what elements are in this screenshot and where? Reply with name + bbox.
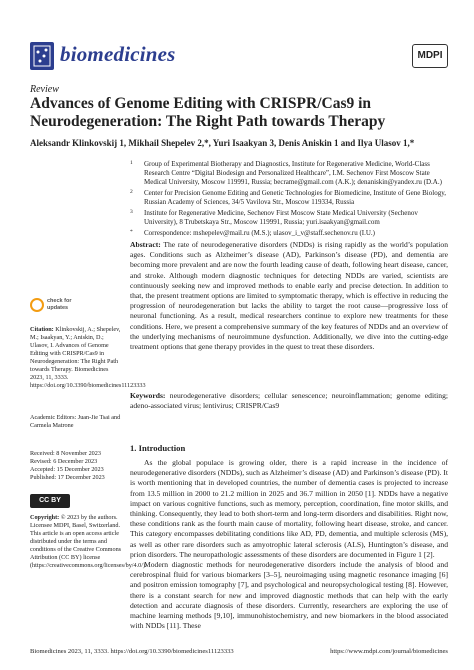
mdpi-logo[interactable]: MDPI — [412, 44, 448, 68]
abstract-label: Abstract: — [130, 240, 161, 249]
copyright-text: © 2023 by the authors. Licensee MDPI, Basel, Switzerland. This article is an open access article distributed under the terms and conditions of the Creative Commons Attribution (CC BY) license (https://creativecommons.org/licenses/by/4.0/). — [30, 514, 147, 569]
citation-text[interactable]: Klinkovskij, A.; Shepelev, M.; Isaakyan, Y.; Aniskin, D.; Ulasov, I. Advances of Genome Editing with CRISPR/Cas9 in Neurodegeneration: The Right Path towards Therapy. Biomedicines 2023, 11, 3333. https://doi.org/10.3390/biomedicines11123333 — [30, 326, 146, 389]
author-list: Aleksandr Klinkovskij 1, Mikhail Shepelev 2,*, Yuri Isaakyan 3, Denis Aniskin 1 and Ilya Ulasov 1,* — [30, 138, 415, 148]
affiliation-number: 2 — [130, 189, 133, 195]
citation-label: Citation: — [30, 326, 54, 333]
affiliation-item — [130, 189, 450, 207]
published-date: Published: 17 December 2023 — [30, 474, 105, 481]
keywords-text: neurodegenerative disorders; cellular senescence; neuroinflammation; genome editing; adeno-associated virus; lentivirus; CRISPR/Cas9 — [130, 391, 448, 411]
abstract-text: The rate of neurodegenerative disorders (NDDs) is rising rapidly as the world’s population ages. Conditions such as Alzheimer’s disease (AD), Parkinson’s disease (PD), and dementia are becoming more prevalent and are now the fourth leading cause of death, following heart disease, cancer, and stroke. Although modern diagnostic techniques for detecting NDDs are varied, scientists are continuously seeking new and improved methods to enable early and precise detection. In addition to that, the present treatment options are limited to symptomatic therapy, which is effective in reducing the progression of neurodegeneration but lacks the ability to target the root cause—progressive loss of neuronal functioning. As a result, medical researchers continue to explore new treatments for these conditions. Here, we present a comprehensive summary of the key features of NDDs and an overview of the underlying mechanisms of neuroimmune dysfunction. Additionally, we dive into the cutting-edge treatment options that gene therapy provides in the quest to treat these disorders. — [130, 240, 448, 352]
check-for-updates-button[interactable] — [30, 298, 72, 320]
revised-date: Revised: 6 December 2023 — [30, 458, 98, 465]
cc-by-license-icon[interactable]: CC BY — [30, 494, 70, 508]
affiliation-number: 1 — [130, 160, 133, 166]
affiliation-item — [130, 160, 450, 187]
affiliation-item — [130, 209, 450, 227]
introduction-body — [130, 458, 448, 631]
affiliation-text: Group of Experimental Biotherapy and Diagnostics, Institute for Regenerative Medicine, World-Class Research Centre “Digital Biodesign and Personalized Healthcare”, I.M. Sechenov First Moscow State Medical University, Moscow 119991, Russia; becrame@gmail.com (A.K.); denaniskin@yandex.ru (D.A.) — [144, 160, 442, 186]
keywords — [130, 391, 448, 411]
article-title: Advances of Genome Editing with CRISPR/Cas9 in Neurodegeneration: The Right Path towards Therapy — [30, 95, 386, 130]
affiliation-text: Center for Precision Genome Editing and Genetic Technologies for Biomedicine, Institute of Gene Biology, Russian Academy of Sciences, 34/5 Vavilova Str., Moscow 119334, Russia — [144, 189, 446, 206]
editors-names: Juan-Jie Tsai and Carmela Matrone — [30, 414, 121, 429]
keywords-label: Keywords: — [130, 391, 166, 400]
intro-paragraph: As the global populace is growing older, there is a rapid increase in the incidence of neurodegenerative disorders (NDDs), such as Alzheimer’s disease (AD) and Parkinson’s disease (PD). It is worth mentioning that in developed countries, the number of dementia cases is projected to increase from 13.5 million in 2000 to 21.2 million in 2025 and 36.7 million in 2050 [1]. NDDs have a negative impact on various cognitive functions, such as memory, perception, coordination, fine motor skills, and thinking. Consequently, they lead to both short-term and long-term disorders and disabilities. Right now, these conditions rank as the fourth main cause of mortality, following heart disease, stroke, and cancer. This category encompasses debilitating conditions like AD, PD, dementia, and multiple sclerosis (MS), as well as other rare disorders such as amyotrophic lateral sclerosis (ALS), Huntington’s disease, and prion disorders. The neuropathologic assessments of these disorders are documented in Figure 1 [2]. — [130, 458, 448, 559]
journal-logo-icon — [30, 42, 54, 70]
footer-citation[interactable]: Biomedicines 2023, 11, 3333. https://doi.org/10.3390/biomedicines11123333 — [30, 648, 234, 655]
copyright-label: Copyright: — [30, 514, 60, 521]
check-updates-icon — [30, 298, 44, 312]
intro-paragraph: Modern diagnostic methods for neurodegenerative disorders include the analysis of blood and cerebrospinal fluid for various biomarkers [3–5], neuroimaging using magnetic resonance imaging [6] and positron emission tomography [7], and psychological and neuropsychological testing [8]. However, there is a constant search for new and improved diagnostic methods that can help with the early detection and accurate diagnosis of these disorders. Currently, researchers are exploring the use of machine learning methods [9,10], immunohistochemistry, and new biomarkers in the blood associated with NDDs [11]. These — [130, 560, 448, 631]
editors-label: Academic Editors: — [30, 414, 77, 421]
affiliation-text: Institute for Regenerative Medicine, Sechenov First Moscow State Medical University (Sechenov University), 8 Trubetskaya Str., Moscow 119991, Russia; yuri.isaakyan@gmail.com — [144, 209, 418, 226]
check-updates-label: check for updates — [47, 298, 72, 311]
accepted-date: Accepted: 15 December 2023 — [30, 466, 104, 473]
journal-name[interactable]: biomedicines — [60, 42, 176, 66]
academic-editors — [30, 414, 122, 430]
citation — [30, 326, 146, 390]
correspondence — [130, 229, 450, 238]
affiliation-number: 3 — [130, 209, 133, 215]
footer-journal-link[interactable]: https://www.mdpi.com/journal/biomedicines — [330, 648, 448, 655]
dates — [30, 450, 122, 482]
received-date: Received: 8 November 2023 — [30, 450, 101, 457]
abstract — [130, 240, 448, 352]
article-type: Review — [30, 84, 59, 95]
affiliations — [130, 160, 450, 240]
affiliation-number: * — [130, 229, 133, 235]
section-heading: 1. Introduction — [130, 443, 186, 453]
correspondence-text: Correspondence: mshepelev@mail.ru (M.S.); ulasov_i_v@staff.sechenov.ru (I.U.) — [144, 229, 376, 237]
copyright — [30, 514, 147, 570]
